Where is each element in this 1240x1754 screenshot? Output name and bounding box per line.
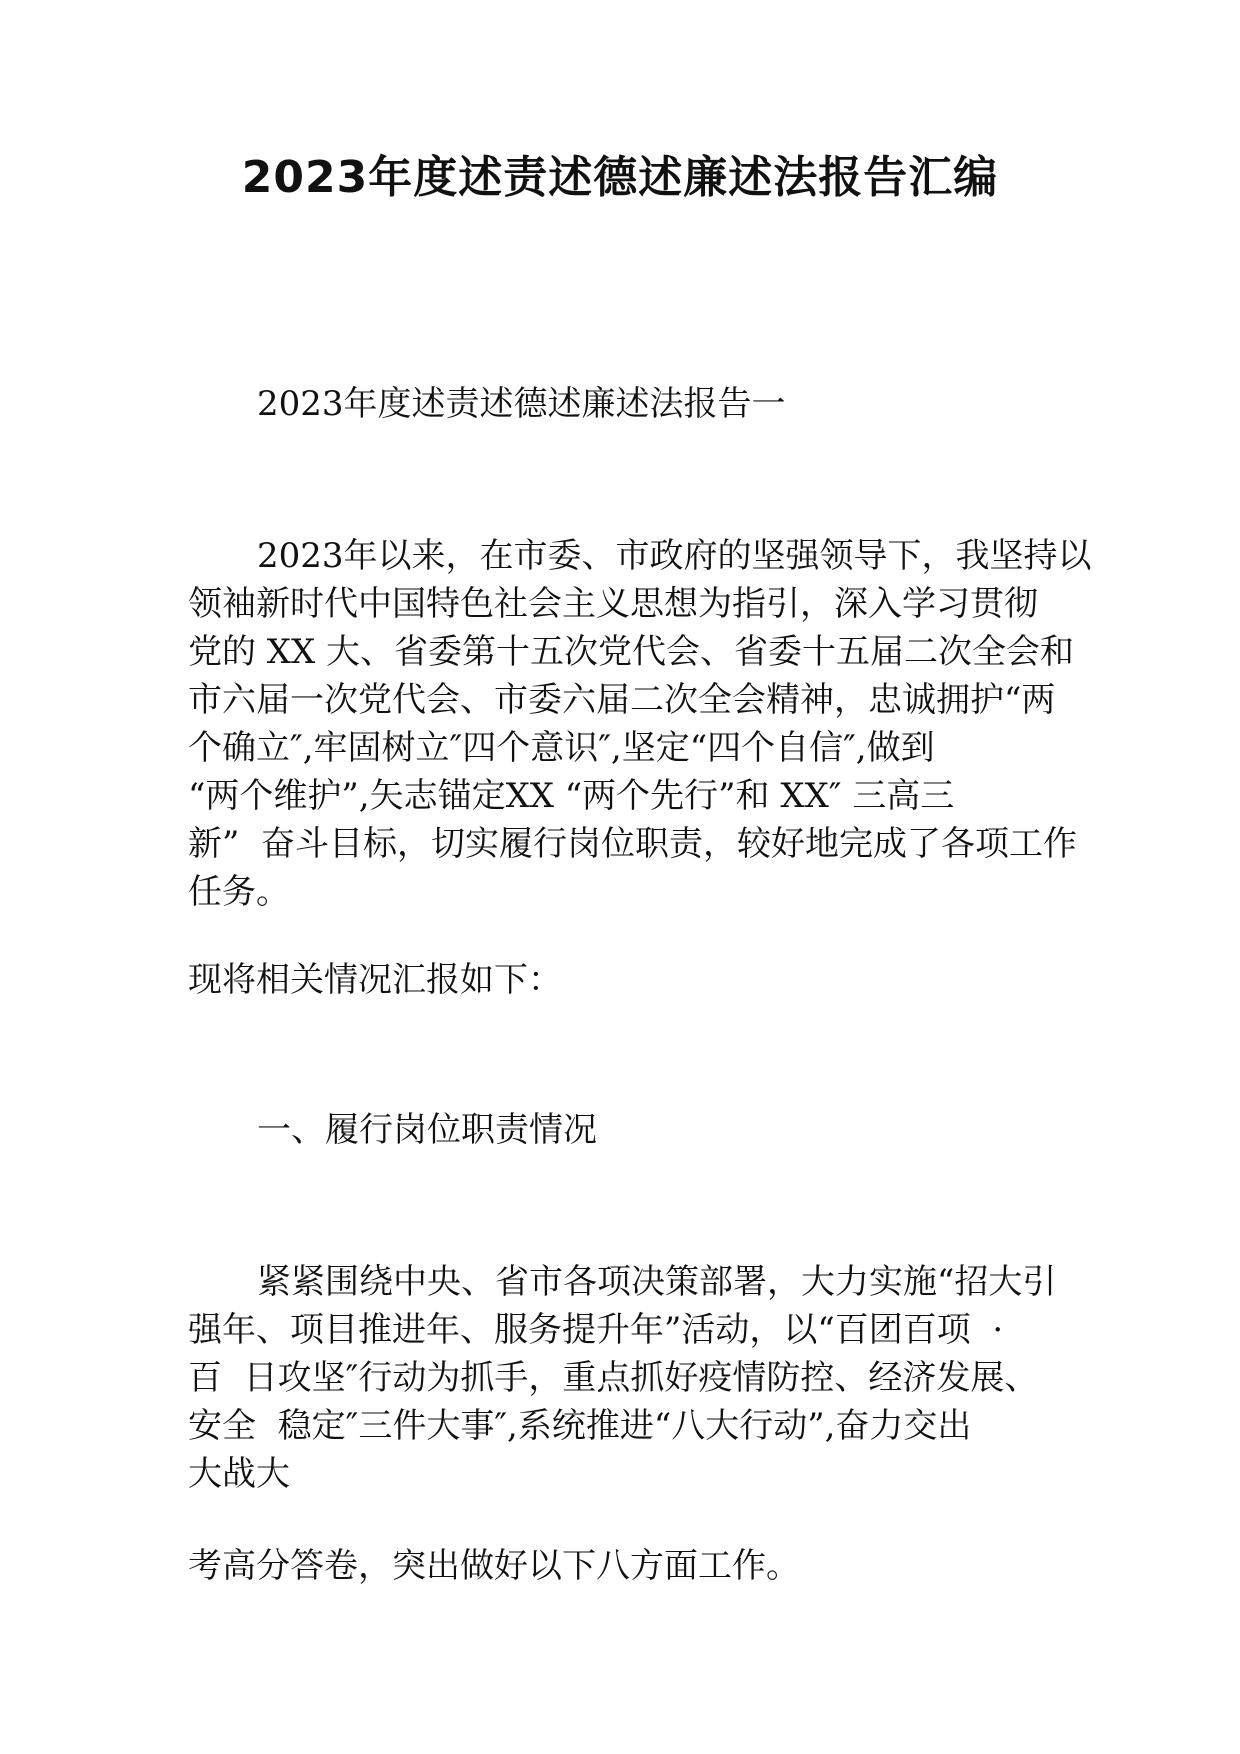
paragraph-line: 安全 稳定″三件大事″,系统推进“八大行动”,奋力交出 [188, 1406, 972, 1446]
paragraph-line: 个确立″,牢固树立″四个意识″,坚定“四个自信″,做到 [188, 728, 935, 768]
paragraph-line: 市六届一次党代会、市委六届二次全会精神，忠诚拥护“两 [188, 680, 1056, 720]
paragraph-line: 2023年以来，在市委、市政府的坚强领导下，我坚持以 [257, 536, 1092, 576]
paragraph-line: 领袖新时代中国特色社会主义思想为指引，深入学习贯彻 [188, 584, 1038, 624]
paragraph-line: 百 日攻坚″行动为抓手，重点抓好疫情防控、经济发展、 [188, 1358, 1039, 1398]
paragraph-line: 党的 XX 大、省委第十五次党代会、省委十五届二次全会和 [188, 632, 1075, 672]
document-title: 2023年度述责述德述廉述法报告汇编 [241, 152, 999, 203]
section-heading: 一、履行岗位职责情况 [257, 1110, 597, 1150]
paragraph-line: 任务。 [188, 872, 290, 912]
paragraph-line: 紧紧围绕中央、省市各项决策部署，大力实施“招大引 [257, 1262, 1057, 1302]
paragraph-3: 考高分答卷，突出做好以下八方面工作。 [188, 1546, 800, 1586]
paragraph-line: 大战大 [188, 1454, 290, 1494]
paragraph-line: 新” 奋斗目标，切实履行岗位职责，较好地完成了各项工作 [188, 824, 1077, 864]
paragraph-line: “两个维护”,矢志锚定XX “两个先行”和 XX″ 三高三 [188, 776, 955, 816]
intro-line: 现将相关情况汇报如下： [188, 960, 562, 1000]
paragraph-line: 强年、项目推进年、服务提升年”活动，以“百团百项 · [188, 1310, 1004, 1350]
report-subtitle: 2023年度述责述德述廉述法报告一 [257, 384, 786, 424]
